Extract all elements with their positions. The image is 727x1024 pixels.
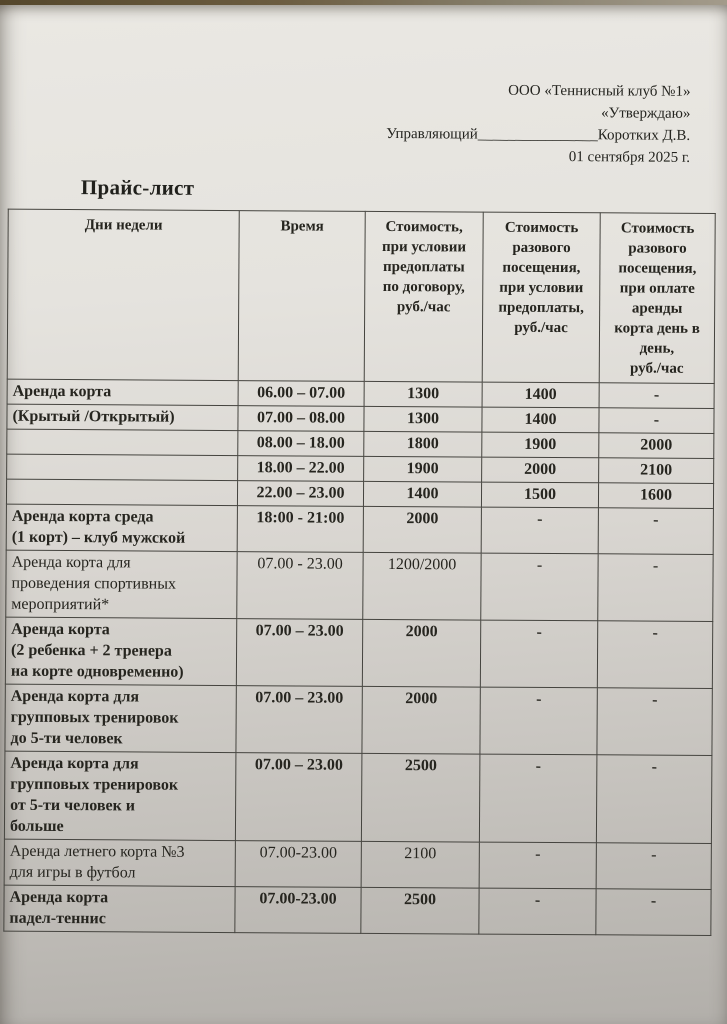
column-header-1: Дни недели xyxy=(7,209,239,380)
time-cell: 07.00 – 08.00 xyxy=(238,406,364,432)
price-sameday-cell: 2000 xyxy=(599,433,714,459)
service-cell xyxy=(7,454,238,480)
price-single-cell: 2000 xyxy=(482,457,599,483)
price-single-cell: - xyxy=(480,687,597,755)
service-cell: Аренда корта среда (1 корт) – клуб мужской xyxy=(6,504,237,551)
service-cell: Аренда корта для групповых тренировок от 5-ти человек и больше xyxy=(4,751,236,840)
price-sameday-cell: - xyxy=(597,688,712,756)
letterhead xyxy=(0,77,691,169)
time-cell: 07.00 – 23.00 xyxy=(236,686,362,754)
time-cell: 07.00 – 23.00 xyxy=(235,753,362,842)
service-cell: (Крытый /Открытый) xyxy=(7,404,238,430)
manager-name: Коротких Д.В. xyxy=(597,127,691,144)
price-single-cell: - xyxy=(480,620,597,688)
time-cell: 06.00 – 07.00 xyxy=(238,381,364,407)
company-name: ООО «Теннисный клуб №1» xyxy=(508,82,691,100)
service-cell: Аренда корта для проведения спортивных мероприятий* xyxy=(6,550,237,618)
header-row xyxy=(7,209,715,383)
price-contract-cell: 2000 xyxy=(362,619,480,687)
price-table-header xyxy=(7,209,715,383)
service-cell: Аренда корта xyxy=(7,379,238,405)
price-single-cell: 1500 xyxy=(481,482,598,508)
price-contract-cell: 1300 xyxy=(364,406,482,432)
price-sameday-cell: - xyxy=(599,383,714,409)
price-single-cell: - xyxy=(481,553,598,621)
time-cell: 08.00 – 18.00 xyxy=(238,431,364,457)
price-single-cell: - xyxy=(479,888,596,935)
price-table xyxy=(3,209,715,936)
price-contract-cell: 1800 xyxy=(364,431,482,457)
time-cell: 07.00-23.00 xyxy=(235,887,361,934)
document-content xyxy=(0,5,727,936)
price-contract-cell: 2000 xyxy=(362,686,480,754)
time-cell: 18:00 - 21:00 xyxy=(237,506,363,553)
price-sameday-cell: - xyxy=(596,843,711,890)
price-sameday-cell: - xyxy=(597,621,712,689)
price-table-body xyxy=(4,379,714,935)
price-contract-cell: 1400 xyxy=(363,481,481,507)
table-row xyxy=(5,617,712,688)
time-cell: 07.00 – 23.00 xyxy=(236,619,362,687)
price-sameday-cell: 1600 xyxy=(598,483,713,509)
approval-date: 01 сентября 2025 г. xyxy=(568,149,691,166)
price-single-cell: - xyxy=(479,754,597,843)
table-row xyxy=(6,550,713,621)
price-single-cell: 1900 xyxy=(482,432,599,458)
price-single-cell: - xyxy=(481,507,598,554)
column-header-4: Стоимость разового посещения, при условии предоплаты, руб./час xyxy=(482,212,600,383)
price-contract-cell: 1300 xyxy=(364,381,482,407)
price-sameday-cell: - xyxy=(596,889,711,936)
manager-label: Управляющий xyxy=(386,125,478,143)
table-row xyxy=(4,751,712,843)
signature-blank: ________________ xyxy=(477,126,598,144)
price-sameday-cell: - xyxy=(599,408,714,434)
price-single-cell: 1400 xyxy=(482,407,599,433)
price-contract-cell: 2500 xyxy=(361,887,479,934)
service-cell: Аренда корта падел-теннис xyxy=(4,885,235,932)
table-row xyxy=(4,839,711,889)
time-cell: 22.00 – 23.00 xyxy=(237,481,363,507)
column-header-3: Стоимость, при условии предоплаты по договору, руб./час xyxy=(364,211,483,382)
price-sameday-cell: - xyxy=(598,508,713,555)
table-row xyxy=(4,885,711,935)
price-contract-cell: 2500 xyxy=(361,753,480,842)
price-sameday-cell: - xyxy=(598,554,713,622)
service-cell xyxy=(7,429,238,455)
price-sameday-cell: 2100 xyxy=(599,458,714,484)
approve-label: «Утверждаю» xyxy=(601,105,691,122)
service-cell: Аренда корта для групповых тренировок до 5-ти человек xyxy=(5,684,236,752)
price-contract-cell: 2000 xyxy=(363,506,481,553)
service-cell: Аренда корта (2 ребенка + 2 тренера на корте одновременно) xyxy=(5,617,236,685)
time-cell: 07.00-23.00 xyxy=(235,841,361,888)
price-single-cell: - xyxy=(479,842,596,889)
price-contract-cell: 2100 xyxy=(361,841,479,888)
price-single-cell: 1400 xyxy=(482,382,599,408)
table-row xyxy=(5,684,712,755)
service-cell xyxy=(6,479,237,505)
paper-sheet xyxy=(0,5,727,1024)
price-sameday-cell: - xyxy=(596,755,712,844)
table-row xyxy=(6,504,713,554)
time-cell: 18.00 – 22.00 xyxy=(238,456,364,482)
column-header-5: Стоимость разового посещения, при оплате аренды корта день в день, руб./час xyxy=(599,213,715,384)
column-header-2: Время xyxy=(238,211,365,382)
price-contract-cell: 1200/2000 xyxy=(363,552,481,620)
service-cell: Аренда летнего корта №3 для игры в футбол xyxy=(4,839,235,886)
time-cell: 07.00 - 23.00 xyxy=(237,552,363,620)
price-contract-cell: 1900 xyxy=(364,456,482,482)
page-title: Прайс-лист xyxy=(80,175,195,200)
